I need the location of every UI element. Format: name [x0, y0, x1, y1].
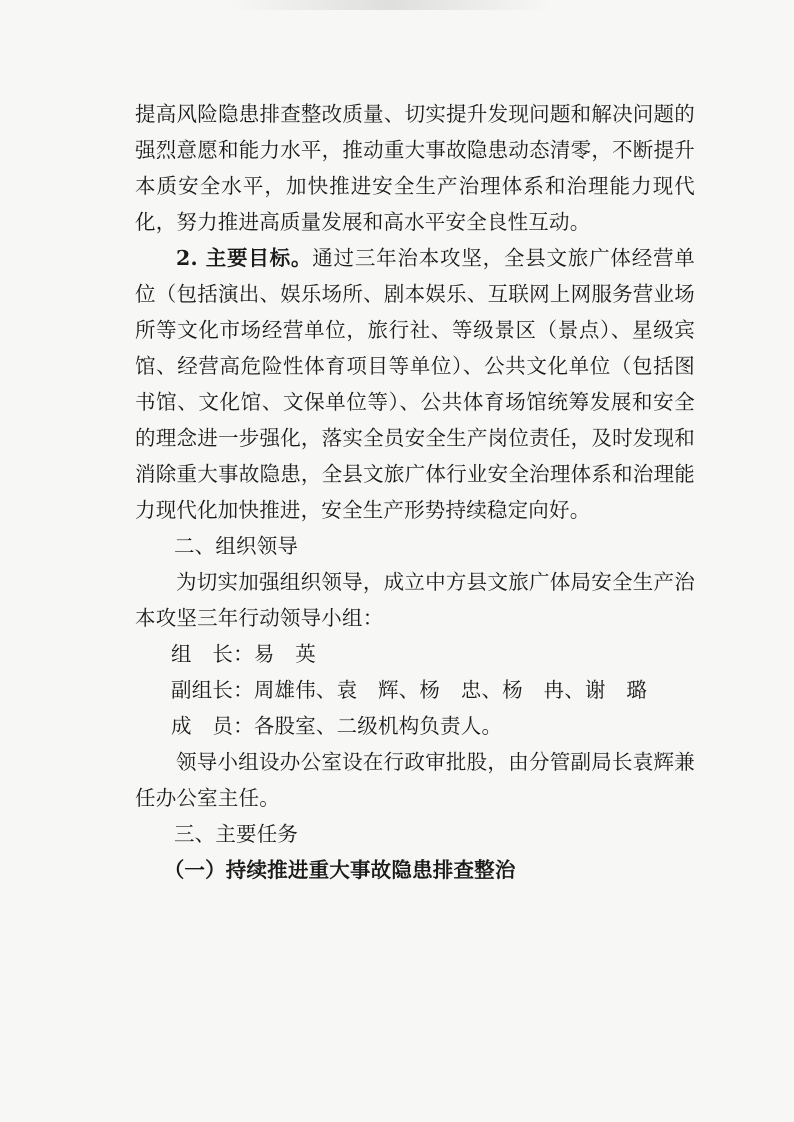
scan-artifact — [230, 0, 550, 10]
paragraph-office: 领导小组设办公室设在行政审批股，由分管副局长袁辉兼任办公室主任。 — [135, 750, 695, 810]
member-role: 副组长： — [171, 678, 254, 702]
member-row-members — [135, 708, 695, 744]
member-role: 成 员： — [171, 714, 254, 738]
member-row-leader — [135, 636, 695, 672]
section-heading-tasks: 三、主要任务 — [173, 822, 299, 846]
section-heading-organization: 二、组织领导 — [173, 534, 299, 558]
member-row-deputy — [135, 672, 695, 708]
paragraph-main-goal — [135, 240, 695, 528]
member-role: 组 长： — [171, 642, 254, 666]
member-names: 各股室、二级机构负责人。 — [253, 714, 503, 738]
paragraph-intro: 提高风险隐患排查整改质量、切实提升发现问题和解决问题的强烈意愿和能力水平，推动重大事故隐患动态清零，不断提升本质安全水平，加快推进安全生产治理体系和治理能力现代化，努力推进高质量发展和高水平安全良性互动。 — [135, 102, 695, 234]
subsection-heading-hazard-rectification: （一）持续推进重大事故隐患排查整治 — [163, 858, 516, 882]
main-goal-label: 2. 主要目标。 — [176, 246, 313, 270]
member-names: 易 英 — [253, 642, 316, 666]
main-goal-text: 通过三年治本攻坚，全县文旅广体经营单位（包括演出、娱乐场所、剧本娱乐、互联网上网服务营业场所等文化市场经营单位，旅行社、等级景区（景点）、星级宾馆、经营高危险性体育项目等单位）、公共文化单位（包括图书馆、文化馆、文保单位等）、公共体育场馆统筹发展和安全的理念进一步强化，落实全员安全生产岗位责任，及时发现和消除重大事故隐患，全县文旅广体行业安全治理体系和治理能力现代化加快推进，安全生产形势持续稳定向好。 — [135, 246, 695, 522]
document-body — [135, 96, 695, 888]
paragraph-organization-intro: 为切实加强组织领导，成立中方县文旅广体局安全生产治本攻坚三年行动领导小组： — [135, 570, 695, 630]
member-names: 周雄伟、袁 辉、杨 忠、杨 冉、谢 璐 — [253, 678, 648, 702]
